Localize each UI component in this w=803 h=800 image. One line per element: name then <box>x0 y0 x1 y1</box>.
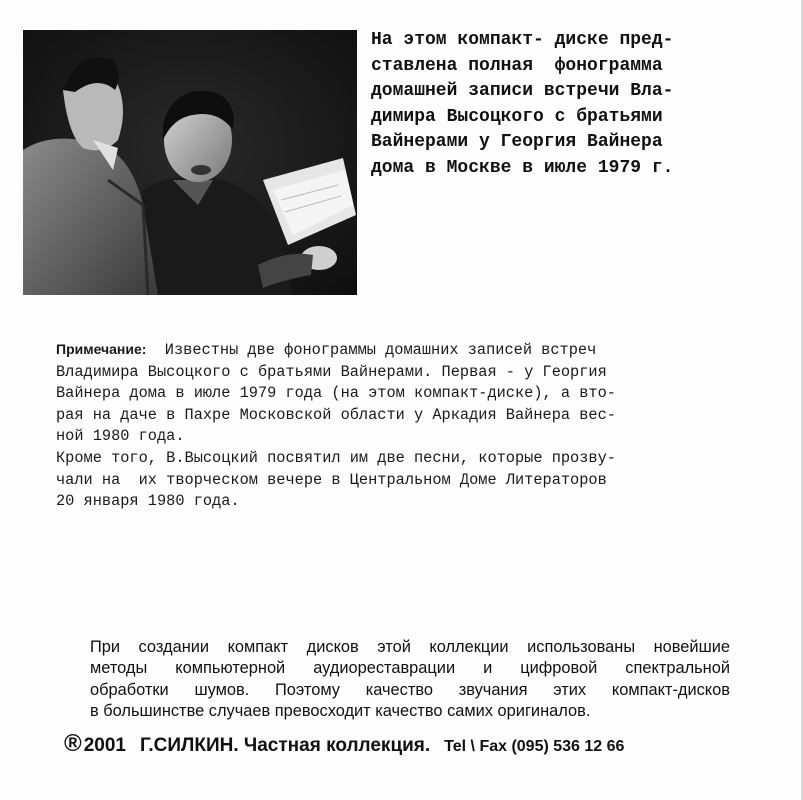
note-label: Примечание: <box>56 341 147 357</box>
photo-illustration <box>23 30 357 295</box>
restoration-line: методы компьютерной аудиореставрации и цифровой спектральной <box>90 659 730 678</box>
note-block <box>56 339 776 513</box>
note-line: Кроме того, В.Высоцкий посвятил им две песни, которые прозву- <box>56 448 616 467</box>
copyright-year: 2001 <box>83 735 126 756</box>
note-line: Вайнера дома в июле 1979 года (на этом компакт-диске), а вто- <box>56 384 616 403</box>
restoration-line: обработки шумов. Поэтому качество звучания этих компакт-дисков <box>90 680 730 699</box>
intro-line: На этом компакт- диске пред- <box>371 30 674 50</box>
note-line: чали на их творческом вечере в Центральном Доме Литераторов <box>56 470 607 489</box>
intro-line: димира Высоцкого с братьями <box>371 106 663 127</box>
note-line: Владимира Высоцкого с братьями Вайнерами. Первая - у Георгия <box>56 362 607 381</box>
black-and-white-photo <box>23 30 357 295</box>
note-line: ной 1980 года. <box>56 427 185 446</box>
intro-line: дома в Москве в июле 1979 г. <box>371 157 674 178</box>
note-line: рая на даче в Пахре Московской области у Аркадия Вайнера вес- <box>56 405 616 424</box>
intro-text <box>371 28 791 182</box>
note-line: 20 января 1980 года. <box>56 492 240 511</box>
restoration-text <box>90 637 730 723</box>
intro-line: домашней записи встречи Вла- <box>371 81 674 102</box>
intro-line: ставлена полная фонограмма <box>371 55 663 76</box>
footer-credits <box>64 732 764 762</box>
contact-phone: Tel \ Fax (095) 536 12 66 <box>444 738 625 755</box>
collection-owner: Г.СИЛКИН. Частная коллекция. <box>139 735 431 756</box>
intro-line: Вайнерами у Георгия Вайнера <box>371 132 663 153</box>
restoration-line: При создании компакт дисков этой коллекции использованы новейшие <box>90 638 730 656</box>
restoration-line: в большинстве случаев превосходит качество самих оригиналов. <box>90 702 591 721</box>
registered-mark-icon: ® <box>64 730 82 757</box>
note-first-line-text: Известны две фонограммы домашних записей встреч <box>146 341 597 359</box>
note-first-line <box>56 339 776 362</box>
